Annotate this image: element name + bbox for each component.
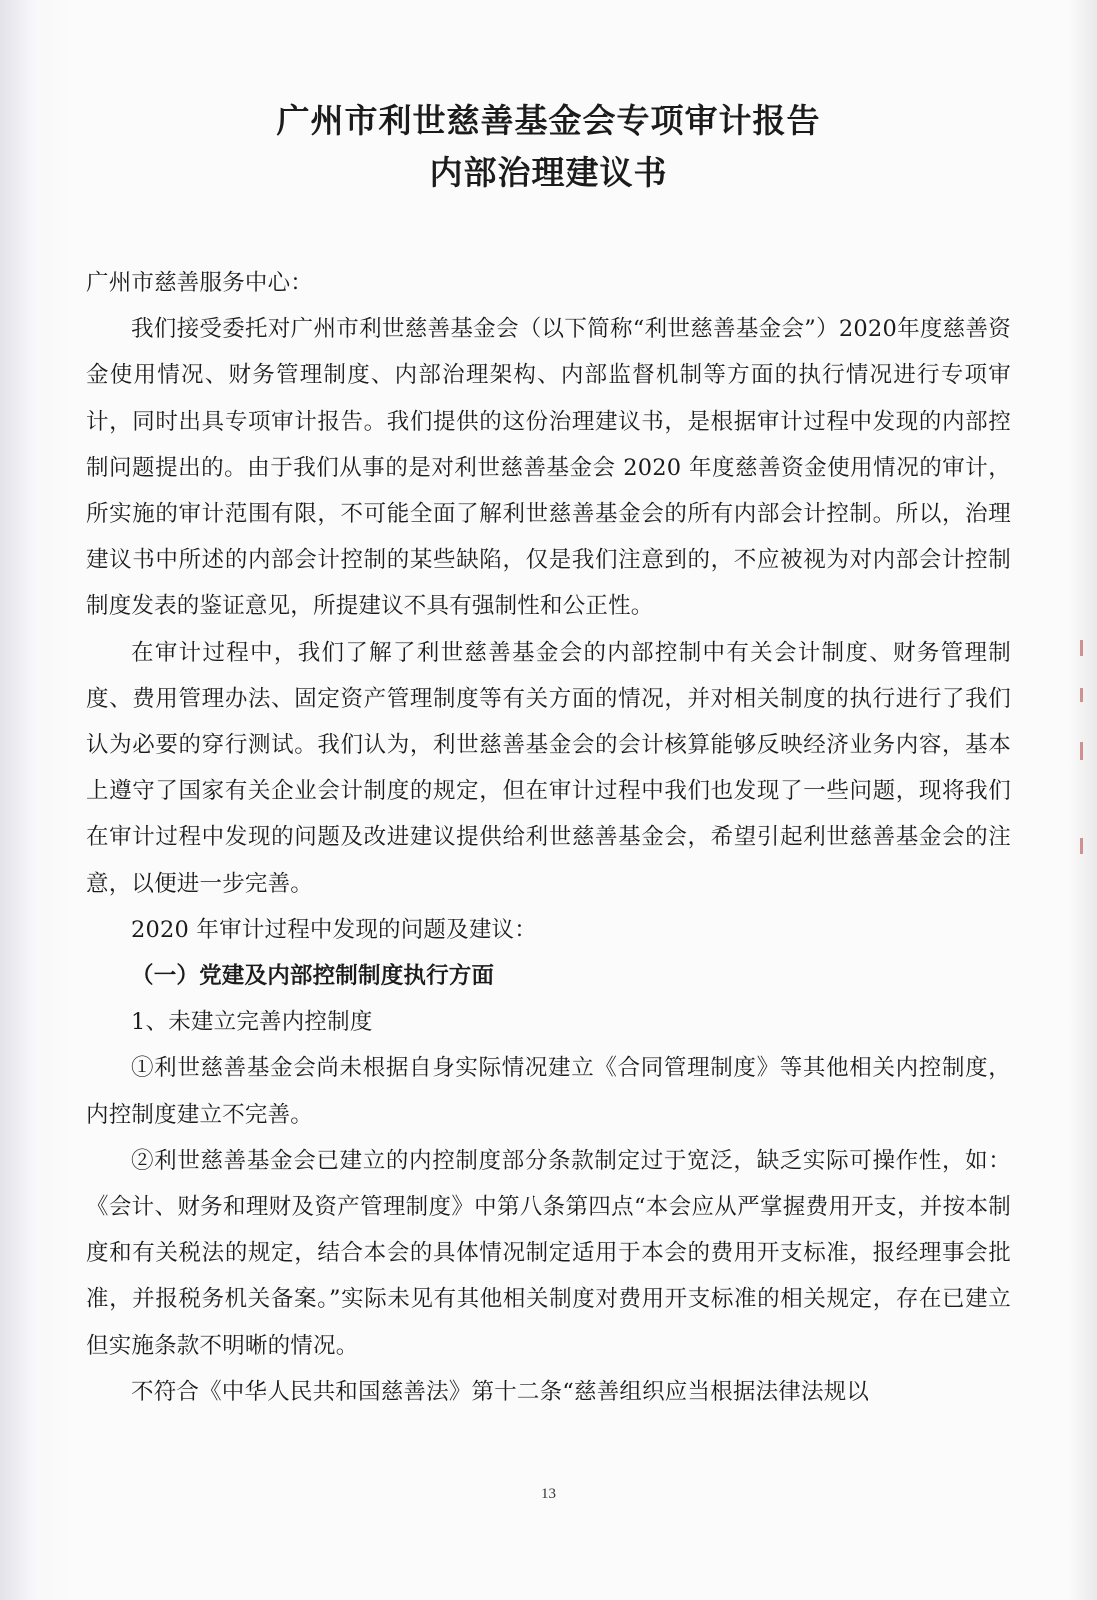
margin-mark xyxy=(1080,688,1083,702)
section-heading: （一）党建及内部控制制度执行方面 xyxy=(131,963,495,990)
subsection-heading: 1、未建立完善内控制度 xyxy=(131,1009,373,1036)
paragraph: 不符合《中华人民共和国慈善法》第十二条“慈善组织应当根据法律法规以 xyxy=(131,1378,870,1405)
paragraph: 我们接受委托对广州市利世慈善基金会（以下简称“利世慈善基金会”）2020年度慈善资金使用情况、财务管理制度、内部治理架构、内部监督机制等方面的执行情况进行专项审计，同时出具专项审计报告。我们提供的这份治理建议书，是根据审计过程中发现的内部控制问题提出的。由于我们从事的是对利世慈善基金会 2020 年度慈善资金使用情况的审计，所实施的审计范围有限，不可能全面了解利世慈善基金会的所有内部会计控制。所以，治理建议书中所述的内部会计控制的某些缺陷，仅是我们注意到的，不应被视为对内部会计控制制度发表的鉴证意见，所提建议不具有强制性和公正性。 xyxy=(86,316,1011,620)
section-intro: 2020 年审计过程中发现的问题及建议： xyxy=(131,916,537,943)
list-item: ②利世慈善基金会已建立的内控制度部分条款制定过于宽泛，缺乏实际可操作性，如：《会计、财务和理财及资产管理制度》中第八条第四点“本会应从严掌握费用开支，并按本制度和有关税法的规定，结合本会的具体情况制定适用于本会的费用开支标准，报经理事会批准，并报税务机关备案。”实际未见有其他相关制度对费用开支标准的相关规定，存在已建立但实施条款不明晰的情况。 xyxy=(86,1147,1011,1359)
margin-mark xyxy=(1080,640,1083,656)
scan-shadow-right xyxy=(1069,0,1097,1600)
paragraph: 在审计过程中，我们了解了利世慈善基金会的内部控制中有关会计制度、财务管理制度、费用管理办法、固定资产管理制度等有关方面的情况，并对相关制度的执行进行了我们认为必要的穿行测试。我们认为，利世慈善基金会的会计核算能够反映经济业务内容，基本上遵守了国家有关企业会计制度的规定，但在审计过程中我们也发现了一些问题，现将我们在审计过程中发现的问题及改进建议提供给利世慈善基金会，希望引起利世慈善基金会的注意，以便进一步完善。 xyxy=(86,639,1011,897)
document-title: 广州市利世慈善基金会专项审计报告 xyxy=(276,101,821,140)
page-number: 13 xyxy=(541,1486,556,1502)
margin-mark xyxy=(1080,742,1083,760)
document-subtitle: 内部治理建议书 xyxy=(429,153,668,192)
document-body xyxy=(86,260,1011,1415)
salutation: 广州市慈善服务中心： xyxy=(86,270,314,296)
margin-mark xyxy=(1080,838,1083,854)
list-item: ①利世慈善基金会尚未根据自身实际情况建立《合同管理制度》等其他相关内控制度，内控制度建立不完善。 xyxy=(86,1055,1011,1128)
scan-shadow-left xyxy=(0,0,72,1600)
